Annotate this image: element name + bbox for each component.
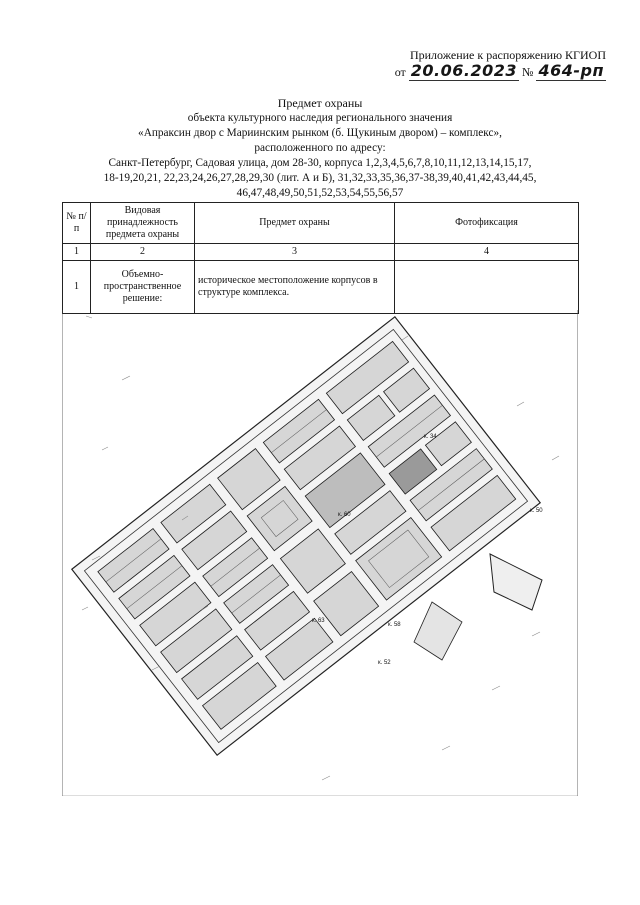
number-cell: 1: [63, 244, 91, 261]
protection-table: [62, 202, 579, 314]
address-line-3: 46,47,48,49,50,51,52,53,54,55,56,57: [236, 187, 404, 199]
table-header-row: [63, 203, 579, 244]
title-line-2: объекта культурного наследия регионального значения: [187, 112, 453, 124]
site-plan-drawing: [62, 310, 578, 796]
date-number-line: [395, 61, 606, 80]
plan-label: к. 63: [312, 618, 325, 624]
number-cell: 4: [395, 244, 579, 261]
number-prefix: №: [522, 65, 534, 79]
row-no: 1: [63, 261, 91, 314]
row-type: Объемно-пространственное решение:: [91, 261, 195, 314]
date-prefix: от: [394, 65, 406, 79]
document-title: Предмет охраны: [277, 96, 363, 110]
header-photo: Фотофиксация: [395, 203, 579, 244]
plan-label: к. 34: [424, 434, 437, 440]
table-number-row: [63, 244, 579, 261]
complex-plan: [72, 317, 540, 755]
plan-label: к. 50: [530, 508, 543, 514]
header-no: № п/п: [63, 203, 91, 244]
number-cell: 2: [91, 244, 195, 261]
header-subject: Предмет охраны: [195, 203, 395, 244]
address-line-1: Санкт-Петербург, Садовая улица, дом 28-30, корпуса 1,2,3,4,5,6,7,8,10,11,12,13,14,15,17,: [108, 157, 532, 169]
number-cell: 3: [195, 244, 395, 261]
title-line-4: расположенного по адресу:: [254, 142, 386, 154]
row-photo: [395, 261, 579, 314]
handwritten-number: 464-рп: [538, 61, 604, 80]
plan-label: к. 58: [388, 622, 401, 628]
address-line-2: 18-19,20,21, 22,23,24,26,27,28,29,30 (лит. А и Б), 31,32,33,35,36,37-38,39,40,41,42,43,44,45,: [103, 172, 537, 184]
header-type: Видовая принадлежность предмета охраны: [91, 203, 195, 244]
row-subject: историческое местоположение корпусов в структуре комплекса.: [195, 261, 395, 314]
plan-label: к. 52: [378, 660, 391, 666]
handwritten-date: 20.06.2023: [410, 61, 517, 80]
appendix-line: Приложение к распоряжению КГИОП: [409, 48, 606, 62]
table-row: [63, 261, 579, 314]
title-line-3: «Апраксин двор с Мариинским рынком (б. Щукиным двором) – комплекс»,: [138, 127, 502, 139]
plan-label: к. 60: [338, 512, 351, 518]
